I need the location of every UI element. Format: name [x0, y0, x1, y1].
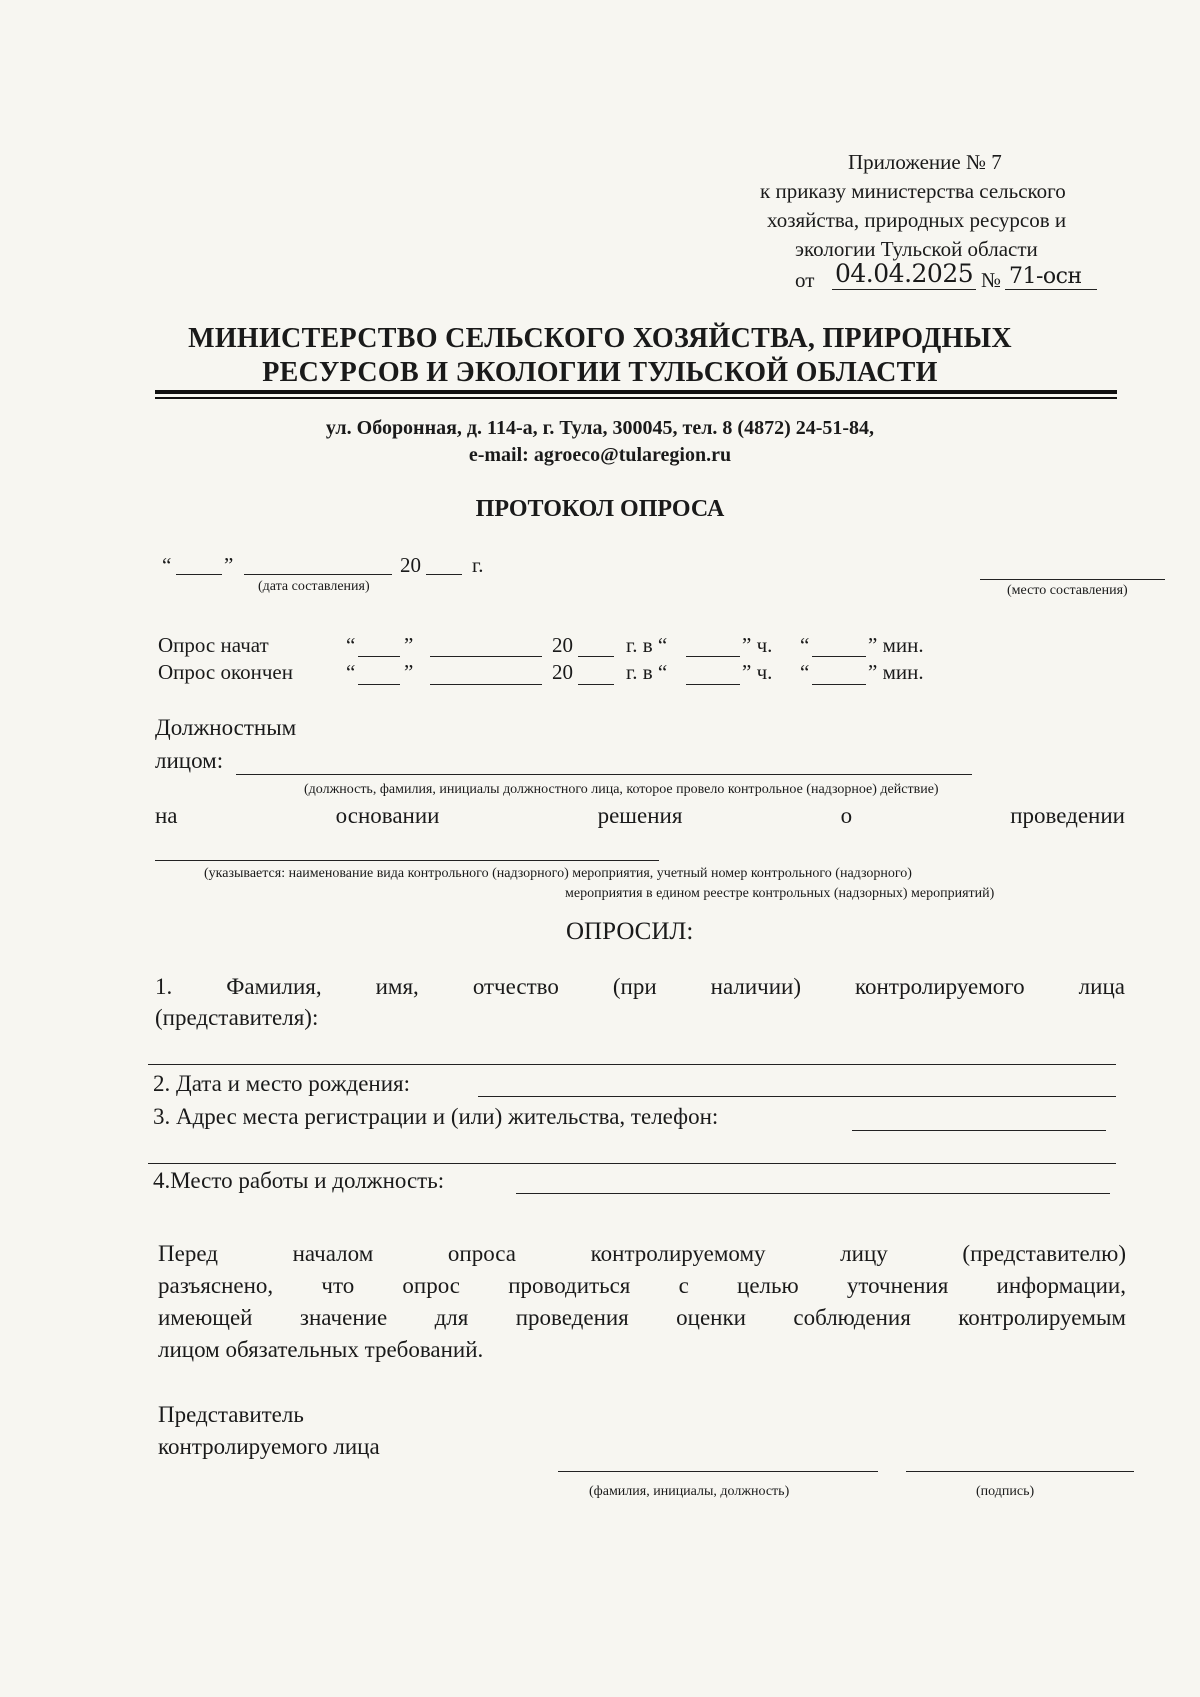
basis-caption-line1: (указывается: наименование вида контрольного (надзорного) мероприятия, учетный номер контрольного (надзорного)	[204, 866, 912, 881]
explanation-word: лицу	[840, 1241, 888, 1266]
appendix-number-label: №	[981, 268, 1002, 292]
header-rule-thick	[155, 390, 1117, 394]
start-min-suffix: ” мин.	[868, 633, 924, 657]
explanation-word: началом	[292, 1241, 374, 1266]
date-caption: (дата составления)	[258, 579, 370, 594]
field1-line	[155, 974, 1125, 1000]
start-min-quote-open: “	[800, 633, 810, 657]
end-year-blank[interactable]	[578, 684, 614, 685]
field2-label: 2. Дата и место рождения:	[153, 1071, 411, 1096]
explanation-word: оценки	[676, 1305, 746, 1330]
field1-word: контролируемого	[855, 974, 1025, 999]
end-min-quote-open: “	[800, 660, 810, 684]
explanation-word: (представителю)	[962, 1241, 1126, 1266]
explanation-word: проведения	[515, 1305, 629, 1330]
basis-caption-line2: мероприятия в едином реестре контрольных (надзорных) мероприятий)	[565, 886, 995, 901]
field1-word: отчество	[472, 974, 559, 999]
explanation-word: целью	[737, 1273, 799, 1298]
date-year-blank[interactable]	[426, 574, 462, 575]
signature-sign-blank[interactable]	[906, 1471, 1134, 1472]
field1-word: (при	[612, 974, 657, 999]
signature-label-line1: Представитель	[158, 1402, 304, 1427]
appendix-number-underline	[1005, 289, 1097, 290]
explanation-word: контролируемому	[590, 1241, 766, 1266]
end-day-blank[interactable]	[358, 684, 400, 685]
questioned-heading: ОПРОСИЛ:	[566, 918, 694, 945]
basis-word: основании	[335, 803, 440, 828]
signature-sign-caption: (подпись)	[976, 1484, 1035, 1499]
date-quote-open: “	[162, 553, 172, 577]
start-year-at: г. в “	[626, 633, 668, 657]
field3-label: 3. Адрес места регистрации и (или) жительства, телефон:	[153, 1104, 719, 1129]
ministry-title-line2: РЕСУРСОВ И ЭКОЛОГИИ ТУЛЬСКОЙ ОБЛАСТИ	[262, 357, 938, 388]
start-day-quote-open: “	[346, 633, 356, 657]
explanation-word: Перед	[158, 1241, 218, 1266]
basis-blank[interactable]	[155, 860, 659, 861]
field1-word: 1.	[155, 974, 173, 999]
basis-word: проведении	[1010, 803, 1125, 828]
official-label-line1: Должностным	[155, 715, 297, 740]
field3-blank[interactable]	[852, 1130, 1106, 1131]
explanation-word: разъяснено,	[158, 1273, 274, 1298]
start-day-quote-close: ”	[404, 633, 414, 657]
explanation-word: уточнения	[846, 1273, 949, 1298]
end-min-suffix: ” мин.	[868, 660, 924, 684]
ministry-title-line1: МИНИСТЕРСТВО СЕЛЬСКОГО ХОЗЯЙСТВА, ПРИРОДНЫХ	[188, 323, 1012, 354]
start-year-blank[interactable]	[578, 656, 614, 657]
end-day-quote-close: ”	[404, 660, 414, 684]
signature-name-blank[interactable]	[558, 1471, 878, 1472]
explanation-line4: лицом обязательных требований.	[158, 1337, 484, 1362]
appendix-region-line: экологии Тульской области	[795, 237, 1038, 261]
explanation-word: что	[321, 1273, 355, 1298]
appendix-order-number: 71-осн	[1009, 264, 1082, 289]
date-day-blank[interactable]	[176, 574, 222, 575]
end-month-blank[interactable]	[430, 684, 542, 685]
appendix-date-underline	[832, 289, 976, 290]
signature-label-line2: контролируемого лица	[158, 1434, 380, 1459]
field1-word: наличии)	[710, 974, 802, 999]
explanation-word: с	[678, 1273, 689, 1298]
official-blank[interactable]	[236, 774, 972, 775]
start-day-blank[interactable]	[358, 656, 400, 657]
appendix-from-label: от	[795, 268, 815, 292]
end-year-prefix: 20	[552, 660, 573, 684]
date-month-blank[interactable]	[244, 574, 392, 575]
start-hours-blank[interactable]	[686, 656, 740, 657]
start-hours-suffix: ” ч.	[742, 633, 773, 657]
explanation-word: контролируемым	[958, 1305, 1126, 1330]
place-blank[interactable]	[980, 579, 1165, 580]
explanation-word: опроса	[447, 1241, 516, 1266]
field4-label: 4.Место работы и должность:	[153, 1168, 445, 1193]
end-day-quote-open: “	[346, 660, 356, 684]
ministry-email: e-mail: agroeco@tularegion.ru	[468, 444, 732, 466]
explanation-word: для	[434, 1305, 469, 1330]
start-year-prefix: 20	[552, 633, 573, 657]
survey-started-label: Опрос начат	[158, 633, 269, 657]
field1-line2: (представителя):	[155, 1005, 319, 1030]
end-hours-blank[interactable]	[686, 684, 740, 685]
explanation-word: опрос	[402, 1273, 460, 1298]
field3-blank-line2[interactable]	[148, 1163, 1116, 1164]
appendix-order-line: к приказу министерства сельского	[760, 179, 1066, 203]
appendix-number: Приложение № 7	[848, 150, 1002, 174]
field2-blank[interactable]	[478, 1096, 1116, 1097]
survey-ended-label: Опрос окончен	[158, 660, 293, 684]
basis-word: на	[155, 803, 178, 828]
explanation-line2	[158, 1270, 1126, 1302]
ministry-address: ул. Оборонная, д. 114-а, г. Тула, 300045, тел. 8 (4872) 24-51-84,	[325, 417, 875, 439]
explanation-word: соблюдения	[793, 1305, 911, 1330]
date-year-prefix: 20	[400, 553, 421, 577]
field1-word: имя,	[375, 974, 419, 999]
field1-word: Фамилия,	[226, 974, 322, 999]
field4-blank[interactable]	[516, 1193, 1110, 1194]
end-minutes-blank[interactable]	[812, 684, 866, 685]
place-caption: (место составления)	[1007, 583, 1128, 598]
appendix-ministry-line: хозяйства, природных ресурсов и	[767, 208, 1067, 232]
end-year-at: г. в “	[626, 660, 668, 684]
date-quote-close: ”	[224, 553, 234, 577]
document-title: ПРОТОКОЛ ОПРОСА	[475, 496, 725, 522]
appendix-date-value: 04.04.2025	[835, 259, 974, 288]
signature-name-caption: (фамилия, инициалы, должность)	[589, 1484, 790, 1499]
basis-word: решения	[597, 803, 683, 828]
start-month-blank[interactable]	[430, 656, 542, 657]
explanation-word: значение	[299, 1305, 388, 1330]
official-caption: (должность, фамилия, инициалы должностного лица, которое провело контрольное (надзорное) действие)	[304, 782, 939, 797]
explanation-word: информации,	[996, 1273, 1126, 1298]
header-rule-thin	[155, 397, 1117, 399]
start-minutes-blank[interactable]	[812, 656, 866, 657]
explanation-word: проводиться	[508, 1273, 631, 1298]
date-year-suffix: г.	[472, 553, 484, 577]
explanation-word: имеющей	[158, 1305, 253, 1330]
basis-line	[155, 803, 1125, 829]
explanation-line3	[158, 1302, 1126, 1334]
end-hours-suffix: ” ч.	[742, 660, 773, 684]
official-label-line2: лицом:	[155, 748, 224, 773]
field1-blank[interactable]	[148, 1064, 1116, 1065]
explanation-line1	[158, 1238, 1126, 1270]
field1-word: лица	[1078, 974, 1125, 999]
basis-word: о	[840, 803, 853, 828]
